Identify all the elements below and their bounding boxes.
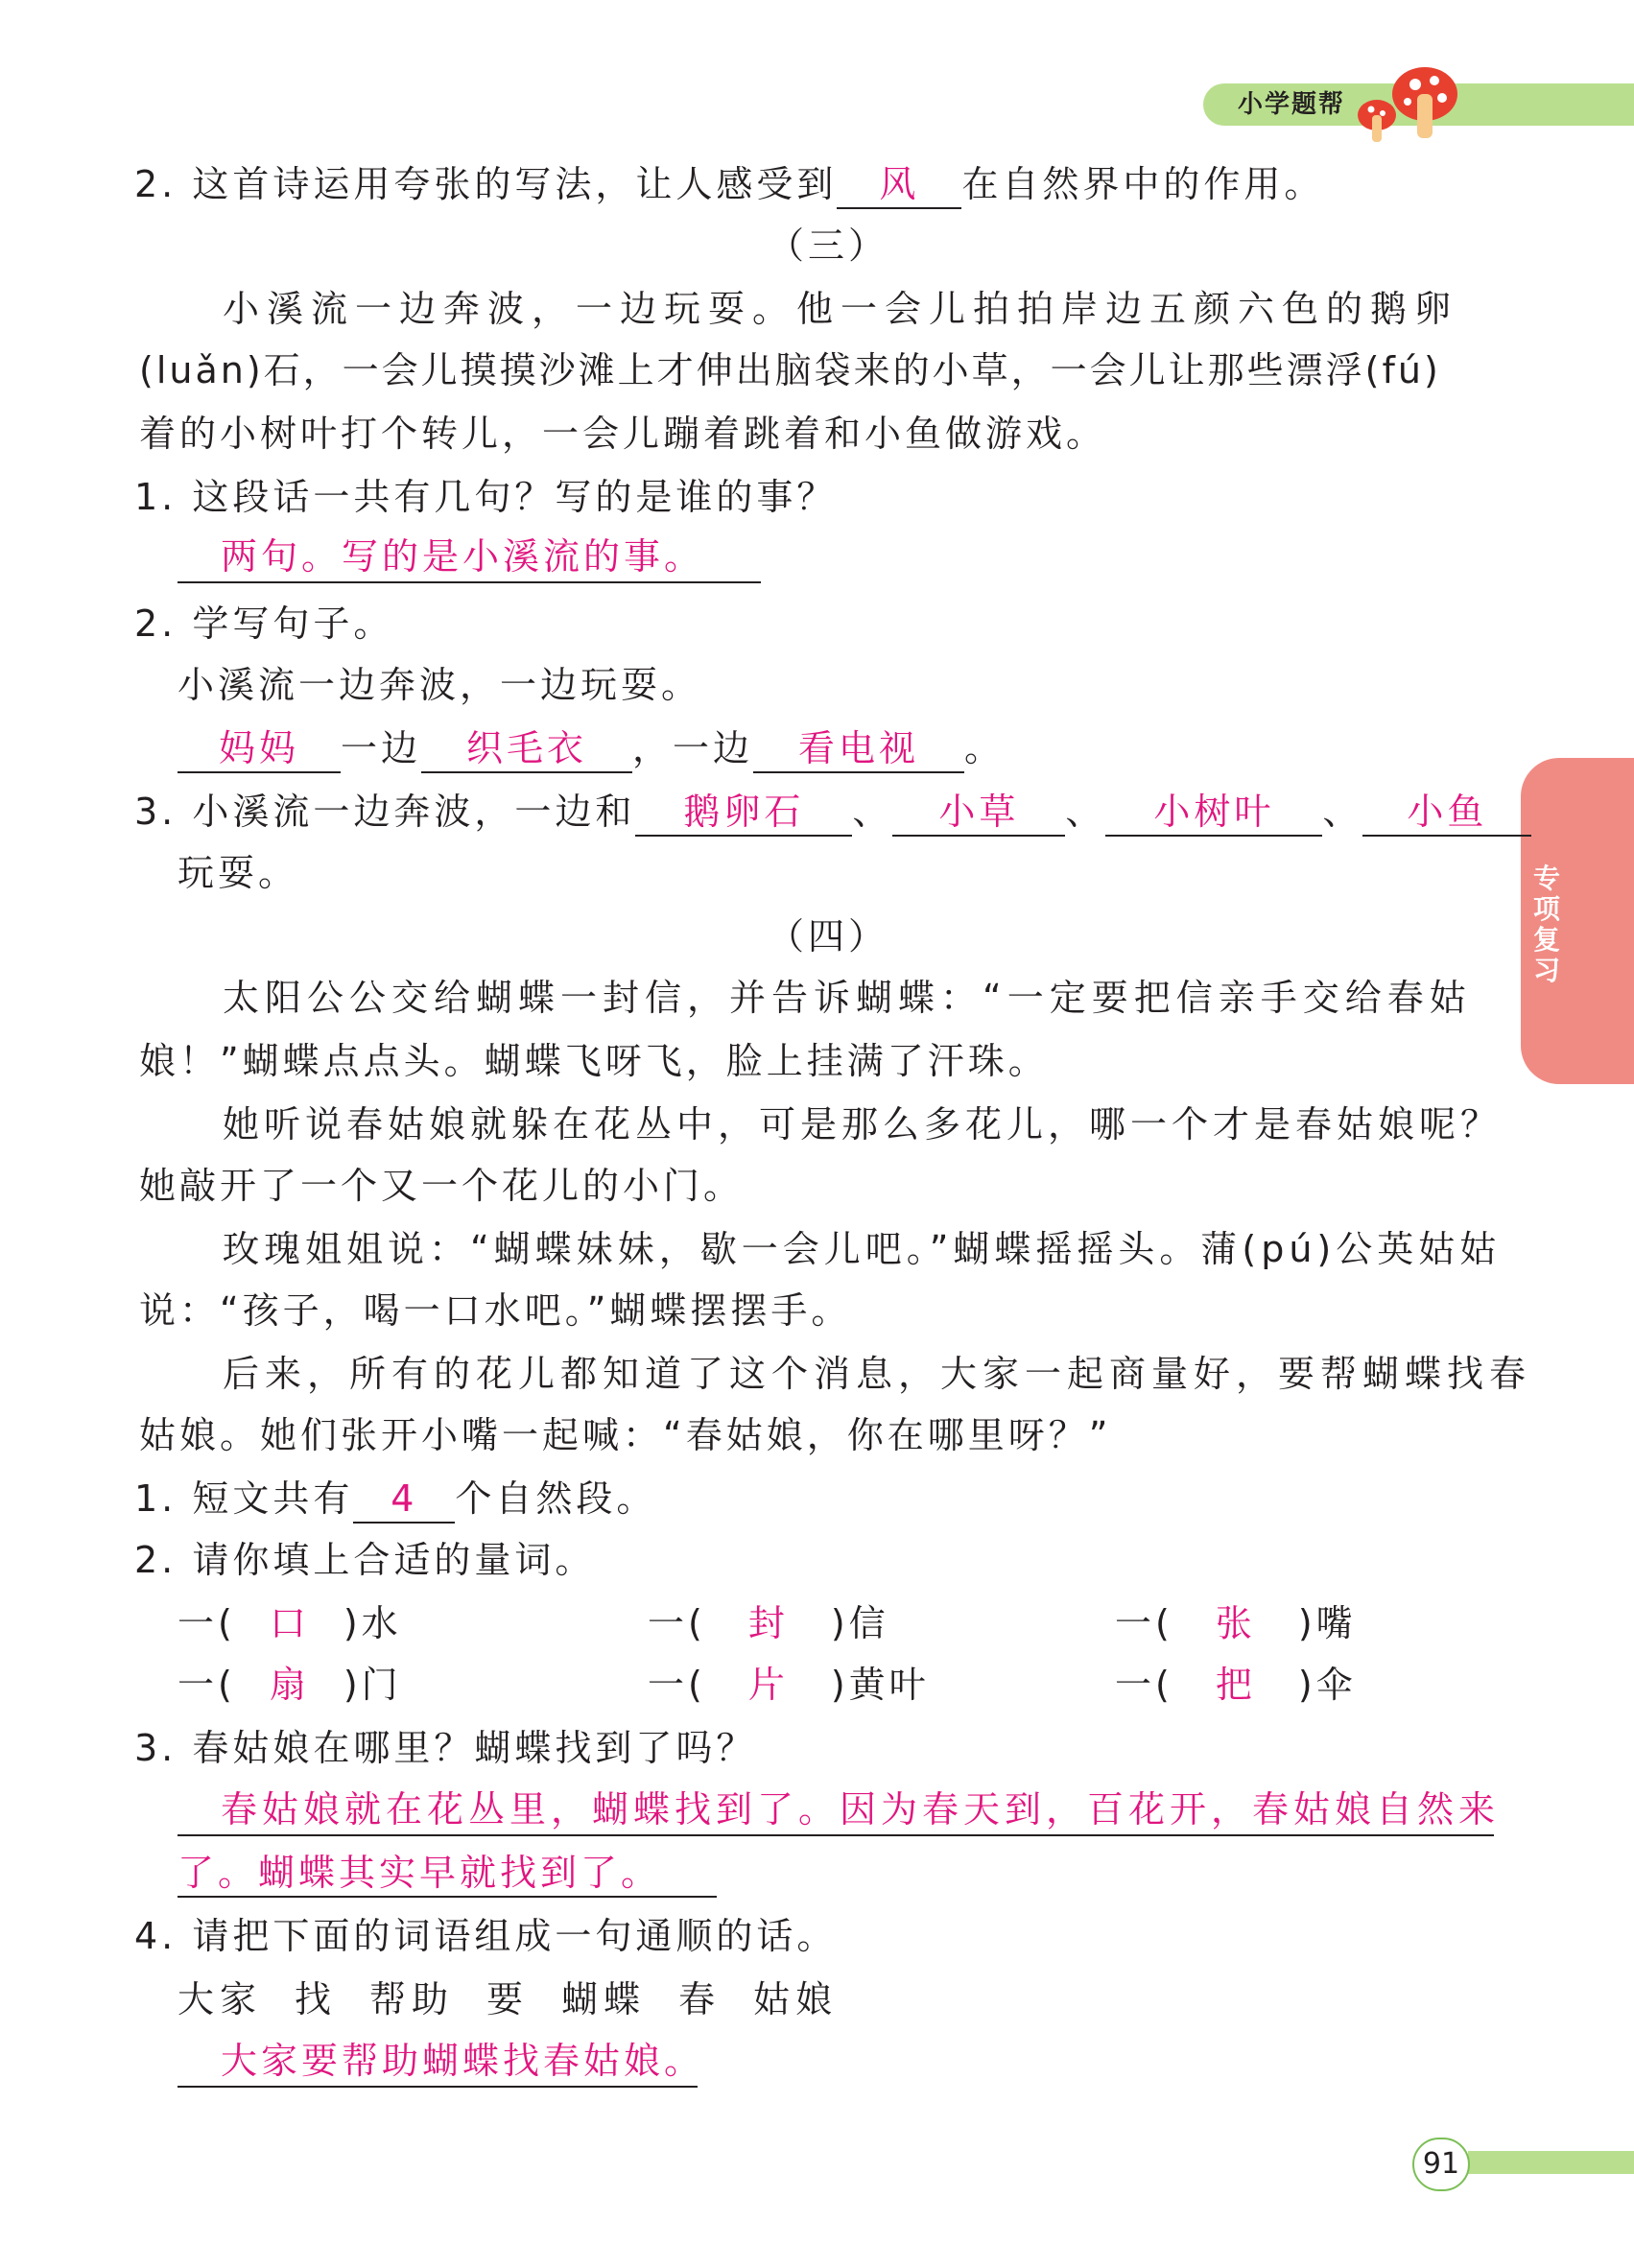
section4-p4a: 后来，所有的花儿都知道了这个消息，大家一起商量好，要帮蝴蝶找春 — [223, 1353, 1532, 1395]
q2-mid-2: ，一边 — [632, 727, 754, 769]
section3-para1: 小溪流一边奔波，一边玩耍。他一会儿拍拍岸边五颜六色的鹅卵 — [223, 288, 1459, 330]
s4-q1-text: 1. 短文共有 — [134, 1477, 354, 1520]
section4-p4b: 姑娘。她们张开小嘴一起喊：“春姑娘，你在哪里呀？” — [139, 1414, 1112, 1456]
q3-text: 3. 小溪流一边奔波，一边和 — [134, 791, 636, 833]
section4-q2: 2. 请你填上合适的量词。 — [134, 1539, 596, 1581]
section4-p3a: 玫瑰姐姐说：“蝴蝶妹妹，歇一会儿吧。”蝴蝶摇摇头。蒲(pú)公英姑姑 — [223, 1228, 1502, 1270]
side-tab-label: 专项复习 — [1532, 862, 1560, 986]
section4-q4: 4. 请把下面的词语组成一句通顺的话。 — [134, 1915, 838, 1957]
q3-answer-4: 小鱼 — [1362, 789, 1531, 837]
measure-answer: 扇 — [269, 1664, 310, 1706]
page-number: 91 — [1412, 2138, 1470, 2191]
section3-q2: 2. 学写句子。 — [134, 602, 394, 645]
section3-q3-after: 玩耍。 — [178, 852, 299, 894]
measure-answer: 口 — [269, 1602, 310, 1644]
measure-answer: 张 — [1215, 1602, 1256, 1644]
section4-p3b: 说：“孩子，喝一口水吧。”蝴蝶摆摆手。 — [139, 1289, 852, 1332]
measure-noun: )嘴 — [1297, 1602, 1357, 1644]
q4-words — [178, 1976, 838, 2022]
q4-word: 春 — [678, 1978, 722, 2020]
section3-q1: 1. 这段话一共有几句？写的是谁的事？ — [134, 476, 838, 518]
answer-line — [178, 1896, 717, 1898]
measure-noun: )伞 — [1297, 1664, 1357, 1706]
q2-end: 。 — [964, 727, 1006, 769]
section4-p1a: 太阳公公交给蝴蝶一封信，并告诉蝴蝶：“一定要把信亲手交给春姑 — [223, 977, 1472, 1019]
footer-bar — [1468, 2151, 1634, 2174]
measure-prefix: 一( — [648, 1602, 706, 1644]
section4-p1b: 娘！”蝴蝶点点头。蝴蝶飞呀飞，脸上挂满了汗珠。 — [139, 1040, 1049, 1082]
section4-q3: 3. 春姑娘在哪里？蝴蝶找到了吗？ — [134, 1727, 757, 1769]
q3-answer-2: 小草 — [892, 789, 1065, 837]
q2-answer-1: 妈妈 — [178, 725, 341, 773]
q2-mid-1: 一边 — [341, 727, 422, 769]
q3-sep: 、 — [1322, 791, 1363, 833]
section3-para2: (luǎn)石，一会儿摸摸沙滩上才伸出脑袋来的小草，一会儿让那些漂浮(fú) — [139, 349, 1441, 391]
s4-q1-after: 个自然段。 — [455, 1477, 657, 1520]
s4-q1-answer: 4 — [353, 1476, 455, 1524]
measure-answer: 封 — [747, 1602, 789, 1644]
measure-noun: )门 — [343, 1664, 402, 1706]
section3-heading: （三） — [768, 224, 889, 267]
measure-prefix: 一( — [1115, 1602, 1173, 1644]
answer-line — [178, 581, 761, 583]
q4-word: 帮助 — [369, 1978, 455, 2020]
q4-word: 要 — [486, 1978, 530, 2020]
measure-prefix: 一( — [648, 1664, 706, 1706]
q4-word: 姑娘 — [753, 1978, 839, 2020]
q4-word: 大家 — [178, 1978, 263, 2020]
measure-noun: )水 — [343, 1602, 402, 1644]
measure-noun: )黄叶 — [830, 1664, 930, 1706]
section3-para3: 着的小树叶打个转儿，一会儿蹦着跳着和小鱼做游戏。 — [139, 413, 1107, 455]
measure-item — [178, 1600, 402, 1646]
answer-line — [178, 1834, 1494, 1836]
measure-prefix: 一( — [178, 1664, 236, 1706]
section4-heading: （四） — [768, 915, 889, 957]
section4-q3-answer-a: 春姑娘就在花丛里，蝴蝶找到了。因为春天到，百花开，春姑娘自然来 — [221, 1788, 1501, 1831]
prev-q2-text: 2. 这首诗运用夸张的写法，让人感受到 — [134, 163, 838, 205]
measure-prefix: 一( — [1115, 1664, 1173, 1706]
q3-answer-3: 小树叶 — [1105, 789, 1322, 837]
mushroom-icon — [1348, 56, 1463, 147]
measure-answer: 片 — [747, 1664, 789, 1706]
section4-q3-answer-b: 了。蝴蝶其实早就找到了。 — [178, 1852, 662, 1894]
q3-sep: 、 — [852, 791, 893, 833]
prev-q2-answer: 风 — [837, 161, 961, 209]
answer-line — [178, 2086, 698, 2088]
section4-p2b: 她敲开了一个又一个花儿的小门。 — [139, 1165, 745, 1207]
measure-noun: )信 — [830, 1602, 889, 1644]
section3-q2-example: 小溪流一边奔波，一边玩耍。 — [178, 664, 702, 706]
section4-q1 — [134, 1476, 656, 1524]
section3-q1-answer: 两句。写的是小溪流的事。 — [221, 535, 705, 578]
prev-q2 — [134, 161, 1324, 209]
q3-sep: 、 — [1065, 791, 1106, 833]
measure-item — [648, 1600, 889, 1646]
prev-q2-after: 在自然界中的作用。 — [961, 163, 1325, 205]
measure-item — [178, 1662, 402, 1708]
header-brand: 小学题帮 — [1238, 90, 1346, 119]
section4-p2a: 她听说春姑娘就躲在花丛中，可是那么多花儿，哪一个才是春姑娘呢？ — [223, 1103, 1503, 1146]
measure-item — [648, 1662, 930, 1708]
q2-answer-3: 看电视 — [753, 725, 964, 773]
q3-answer-1: 鹅卵石 — [635, 789, 852, 837]
section3-q2-fill — [178, 725, 1005, 773]
measure-answer: 把 — [1215, 1664, 1256, 1706]
measure-prefix: 一( — [178, 1602, 236, 1644]
measure-item — [1115, 1600, 1357, 1646]
q4-word: 找 — [295, 1978, 338, 2020]
section4-q4-answer: 大家要帮助蝴蝶找春姑娘。 — [221, 2040, 705, 2082]
q2-answer-2: 织毛衣 — [421, 725, 632, 773]
section3-q3 — [134, 789, 1531, 837]
q4-word: 蝴蝶 — [561, 1978, 647, 2020]
measure-item — [1115, 1662, 1357, 1708]
